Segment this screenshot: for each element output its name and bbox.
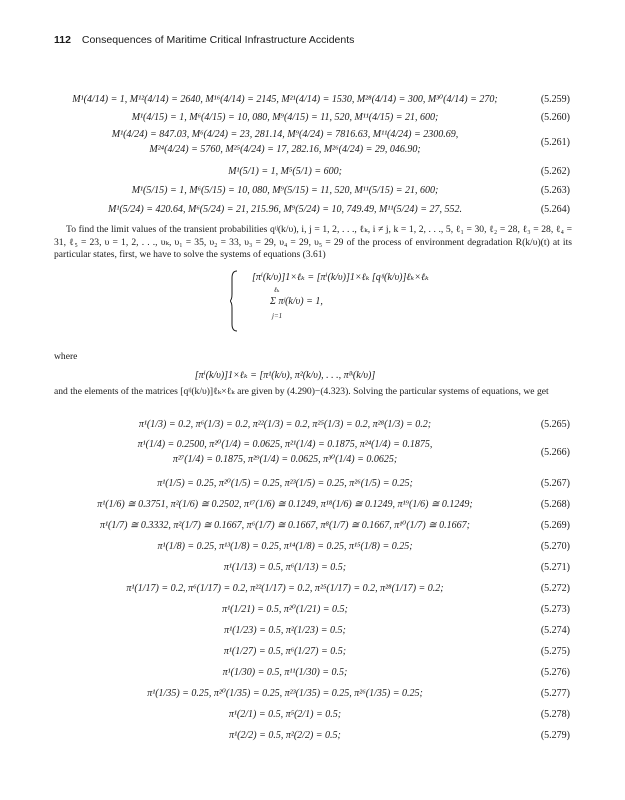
equation-number: (5.259) <box>540 94 570 105</box>
equation-5-278: π¹(2/1) = 0.5, π⁵(2/1) = 0.5; (5.278) <box>228 709 570 720</box>
equation-number: (5.278) <box>540 709 570 720</box>
equation-5-262: M¹(5/1) = 1, M⁵(5/1) = 600; (5.262) <box>228 166 570 177</box>
equation-number: (5.265) <box>540 419 570 430</box>
equation-number: (5.266) <box>540 447 570 458</box>
equation-number: (5.269) <box>540 520 570 531</box>
equation-number: (5.260) <box>540 112 570 123</box>
equation-system <box>230 270 470 332</box>
equation-5-268: π¹(1/6) ≅ 0.3751, π²(1/6) ≅ 0.2502, π¹⁷(1/6) ≅ 0.1249, π¹⁸(1/6) ≅ 0.1249, π¹⁹(1/6) ≅ 0.1249; (5.268) <box>97 499 570 510</box>
running-header <box>54 34 354 46</box>
equation-5-271: π¹(1/13) = 0.5, π⁶(1/13) = 0.5; (5.271) <box>223 562 570 573</box>
paragraph-matrices: and the elements of the matrices [qᶦʲ(k/υ)]ℓₖ×ℓₖ are given by (4.290)−(4.323). Solving the particular systems of equations, we get <box>54 386 549 397</box>
equation-5-272: π¹(1/17) = 0.2, π⁶(1/17) = 0.2, π²²(1/17) = 0.2, π²⁵(1/17) = 0.2, π²⁸(1/17) = 0.2; (5.272) <box>126 583 570 594</box>
equation-5-276: π¹(1/30) = 0.5, π¹¹(1/30) = 0.5; (5.276) <box>222 667 570 678</box>
sum-upper-limit: ℓₖ <box>274 286 280 294</box>
equation-number: (5.275) <box>540 646 570 657</box>
equation-5-277: π¹(1/35) = 0.25, π²⁰(1/35) = 0.25, π²³(1/35) = 0.25, π²⁶(1/35) = 0.25; (5.277) <box>147 688 570 699</box>
equation-number: (5.272) <box>540 583 570 594</box>
equation-5-266: π¹(1/4) = 0.2500, π²⁰(1/4) = 0.0625, π²¹(1/4) = 0.1875, π²⁴(1/4) = 0.1875, π²⁷(1/4) = 0.1875, π²⁹(1/4) = 0.0625, π³⁰(1/4) = 0.0625; (5.266) <box>137 439 570 465</box>
equation-5-265: π¹(1/3) = 0.2, π⁶(1/3) = 0.2, π²²(1/3) = 0.2, π²⁵(1/3) = 0.2, π²⁸(1/3) = 0.2; (5.265) <box>138 419 570 430</box>
page-number: 112 <box>54 34 71 46</box>
equation-number: (5.279) <box>540 730 570 741</box>
equation-number: (5.267) <box>540 478 570 489</box>
equation-5-260: M¹(4/15) = 1, M⁶(4/15) = 10, 080, M⁹(4/15) = 11, 520, M¹¹(4/15) = 21, 600; (5.260) <box>131 112 570 123</box>
equation-5-275: π¹(1/27) = 0.5, π⁶(1/27) = 0.5; (5.275) <box>223 646 570 657</box>
equation-number: (5.262) <box>540 166 570 177</box>
left-brace-icon <box>230 270 238 332</box>
equation-5-264: M¹(5/24) = 420.64, M⁶(5/24) = 21, 215.96, M⁹(5/24) = 10, 749.49, M¹¹(5/24) = 27, 552. (5.264) <box>107 204 570 215</box>
sum-lower-limit: j=1 <box>272 312 283 320</box>
equation-5-259: M¹(4/14) = 1, M¹²(4/14) = 2640, M¹⁶(4/14) = 2145, M²¹(4/14) = 1530, M²⁸(4/14) = 300, M³⁰(4/14) = 270; (5.259) <box>72 94 570 105</box>
running-title: Consequences of Maritime Critical Infrastructure Accidents <box>81 34 355 46</box>
where-label: where <box>54 351 78 362</box>
equation-number: (5.276) <box>540 667 570 678</box>
equation-5-263: M¹(5/15) = 1, M⁶(5/15) = 10, 080, M⁹(5/15) = 11, 520, M¹¹(5/15) = 21, 600; (5.263) <box>131 185 570 196</box>
equation-5-267: π¹(1/5) = 0.25, π²⁰(1/5) = 0.25, π²³(1/5) = 0.25, π²⁶(1/5) = 0.25; (5.267) <box>157 478 570 489</box>
equation-5-273: π¹(1/21) = 0.5, π²⁰(1/21) = 0.5; (5.273) <box>222 604 570 615</box>
system-line-2: Σ πʲ(k/υ) = 1, <box>270 296 323 307</box>
system-line-1: [πⁱ(k/υ)]1×ℓₖ = [πⁱ(k/υ)]1×ℓₖ [qᶦʲ(k/υ)]ℓₖ×ℓₖ <box>252 272 429 283</box>
equation-5-279: π¹(2/2) = 0.5, π²(2/2) = 0.5; (5.279) <box>229 730 570 741</box>
equation-number: (5.270) <box>540 541 570 552</box>
equation-number: (5.263) <box>540 185 570 196</box>
equation-5-274: π¹(1/23) = 0.5, π²(1/23) = 0.5; (5.274) <box>224 625 570 636</box>
equation-5-269: π¹(1/7) ≅ 0.3332, π²(1/7) ≅ 0.1667, π⁶(1/7) ≅ 0.1667, π⁸(1/7) ≅ 0.1667, π¹⁰(1/7) ≅ 0.1667; (5.269) <box>100 520 570 531</box>
paragraph-limit-values: To find the limit values of the transient probabilities qᶦʲ(k/υ), i, j = 1, 2, . . ., ℓₖ, i ≠ j, k = 1, 2, . . ., 5, ℓ₁ = 30, ℓ₂ = 28, ℓ₃ = 28, ℓ₄ = 31, ℓ₅ = 23, υ = 1, 2, . . ., υₖ, υ₁ = 35, υ₂ = 33, υ₃ = 29, υ₄ = 29, υ₅ = 29 of the process of environment degradation R(k/υ)(t) at its particular states, first, we have to solve the systems of equations (3.61) <box>54 224 572 260</box>
equation-number: (5.268) <box>540 499 570 510</box>
equation-5-261: M¹(4/24) = 847.03, M⁶(4/24) = 23, 281.14, M⁹(4/24) = 7816.63, M¹¹(4/24) = 2300.69, M²⁴(4/24) = 5760, M²⁵(4/24) = 17, 282.16, M²⁶(4/24) = 29, 046.90; (5.261) <box>111 129 570 155</box>
equation-number: (5.274) <box>540 625 570 636</box>
equation-number: (5.277) <box>540 688 570 699</box>
equation-number: (5.264) <box>540 204 570 215</box>
definition-line: [πⁱ(k/υ)]1×ℓₖ = [π¹(k/υ), π²(k/υ), . . ., πˡᵏ(k/υ)] <box>194 370 376 381</box>
equation-number: (5.271) <box>540 562 570 573</box>
equation-number: (5.273) <box>540 604 570 615</box>
equation-number: (5.261) <box>540 137 570 148</box>
equation-5-270: π¹(1/8) = 0.25, π¹³(1/8) = 0.25, π¹⁴(1/8) = 0.25, π¹⁵(1/8) = 0.25; (5.270) <box>157 541 570 552</box>
